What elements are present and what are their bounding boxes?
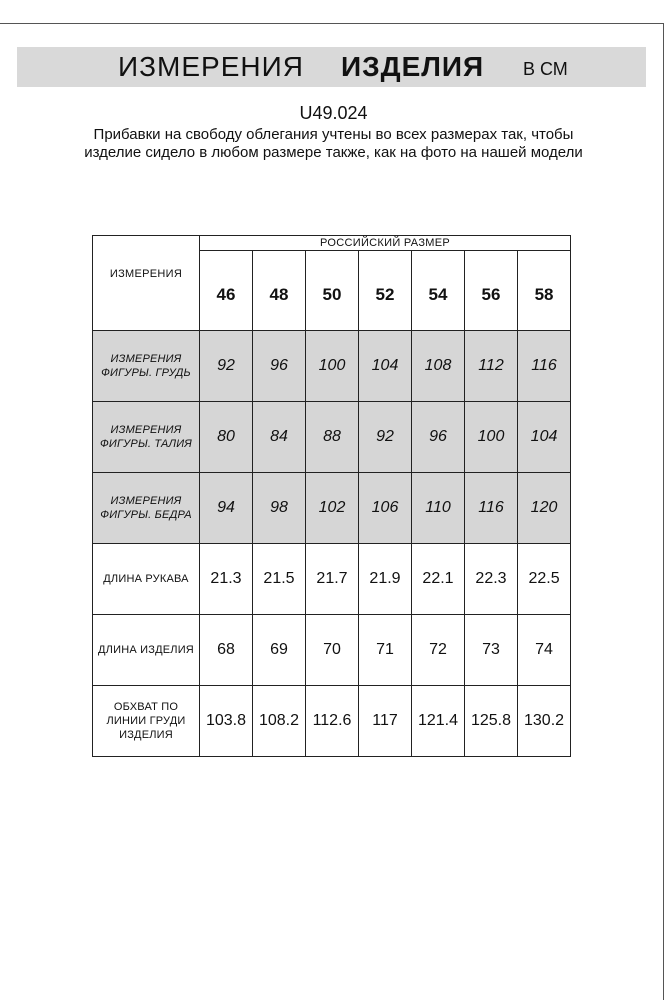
value-cell: 92	[200, 331, 253, 402]
value-cell: 22.3	[465, 544, 518, 615]
value-cell: 21.3	[200, 544, 253, 615]
value-cell: 21.9	[359, 544, 412, 615]
table-row	[93, 331, 571, 402]
value-cell: 116	[518, 331, 571, 402]
value-cell: 69	[253, 615, 306, 686]
size-header-cell: 46	[200, 251, 253, 331]
table-row	[93, 402, 571, 473]
value-cell: 21.5	[253, 544, 306, 615]
title-measurements: ИЗМЕРЕНИЯ	[118, 51, 304, 82]
value-cell: 116	[465, 473, 518, 544]
value-cell: 96	[412, 402, 465, 473]
value-cell: 117	[359, 686, 412, 757]
row-label: ИЗМЕРЕНИЯ ФИГУРЫ. ТАЛИЯ	[93, 402, 200, 473]
value-cell: 71	[359, 615, 412, 686]
table-row	[93, 686, 571, 757]
value-cell: 98	[253, 473, 306, 544]
product-code: U49.024	[299, 103, 368, 123]
value-cell: 120	[518, 473, 571, 544]
value-cell: 130.2	[518, 686, 571, 757]
value-cell: 72	[412, 615, 465, 686]
title-product: ИЗДЕЛИЯ	[341, 51, 485, 82]
size-header-cell: 54	[412, 251, 465, 331]
size-header-cell: 56	[465, 251, 518, 331]
value-cell: 22.1	[412, 544, 465, 615]
size-header-cell: 50	[306, 251, 359, 331]
table-row	[93, 544, 571, 615]
value-cell: 73	[465, 615, 518, 686]
row-label: ОБХВАТ ПО ЛИНИИ ГРУДИ ИЗДЕЛИЯ	[93, 686, 200, 757]
russian-size-header: РОССИЙСКИЙ РАЗМЕР	[200, 236, 571, 251]
value-cell: 112.6	[306, 686, 359, 757]
size-header-cell: 48	[253, 251, 306, 331]
row-label: ИЗМЕРЕНИЯ ФИГУРЫ. ГРУДЬ	[93, 331, 200, 402]
value-cell: 21.7	[306, 544, 359, 615]
value-cell: 103.8	[200, 686, 253, 757]
value-cell: 104	[518, 402, 571, 473]
value-cell: 121.4	[412, 686, 465, 757]
value-cell: 108	[412, 331, 465, 402]
size-table	[92, 235, 571, 757]
value-cell: 112	[465, 331, 518, 402]
value-cell: 100	[465, 402, 518, 473]
row-header-measurements: ИЗМЕРЕНИЯ	[93, 236, 200, 331]
row-label: ИЗМЕРЕНИЯ ФИГУРЫ. БЕДРА	[93, 473, 200, 544]
value-cell: 94	[200, 473, 253, 544]
value-cell: 84	[253, 402, 306, 473]
fit-note: Прибавки на свободу облегания учтены во всех размерах так, чтобы изделие сидело в любом размере также, как на фото на нашей модели	[84, 126, 583, 161]
value-cell: 102	[306, 473, 359, 544]
table-row	[93, 615, 571, 686]
value-cell: 88	[306, 402, 359, 473]
title-unit: В СМ	[523, 59, 568, 79]
value-cell: 100	[306, 331, 359, 402]
value-cell: 110	[412, 473, 465, 544]
value-cell: 70	[306, 615, 359, 686]
title-banner	[17, 47, 646, 87]
value-cell: 108.2	[253, 686, 306, 757]
table-row	[93, 473, 571, 544]
size-header-cell: 58	[518, 251, 571, 331]
value-cell: 68	[200, 615, 253, 686]
value-cell: 96	[253, 331, 306, 402]
value-cell: 106	[359, 473, 412, 544]
value-cell: 104	[359, 331, 412, 402]
value-cell: 80	[200, 402, 253, 473]
value-cell: 74	[518, 615, 571, 686]
value-cell: 125.8	[465, 686, 518, 757]
row-label: ДЛИНА РУКАВА	[93, 544, 200, 615]
value-cell: 92	[359, 402, 412, 473]
size-header-cell: 52	[359, 251, 412, 331]
value-cell: 22.5	[518, 544, 571, 615]
row-label: ДЛИНА ИЗДЕЛИЯ	[93, 615, 200, 686]
